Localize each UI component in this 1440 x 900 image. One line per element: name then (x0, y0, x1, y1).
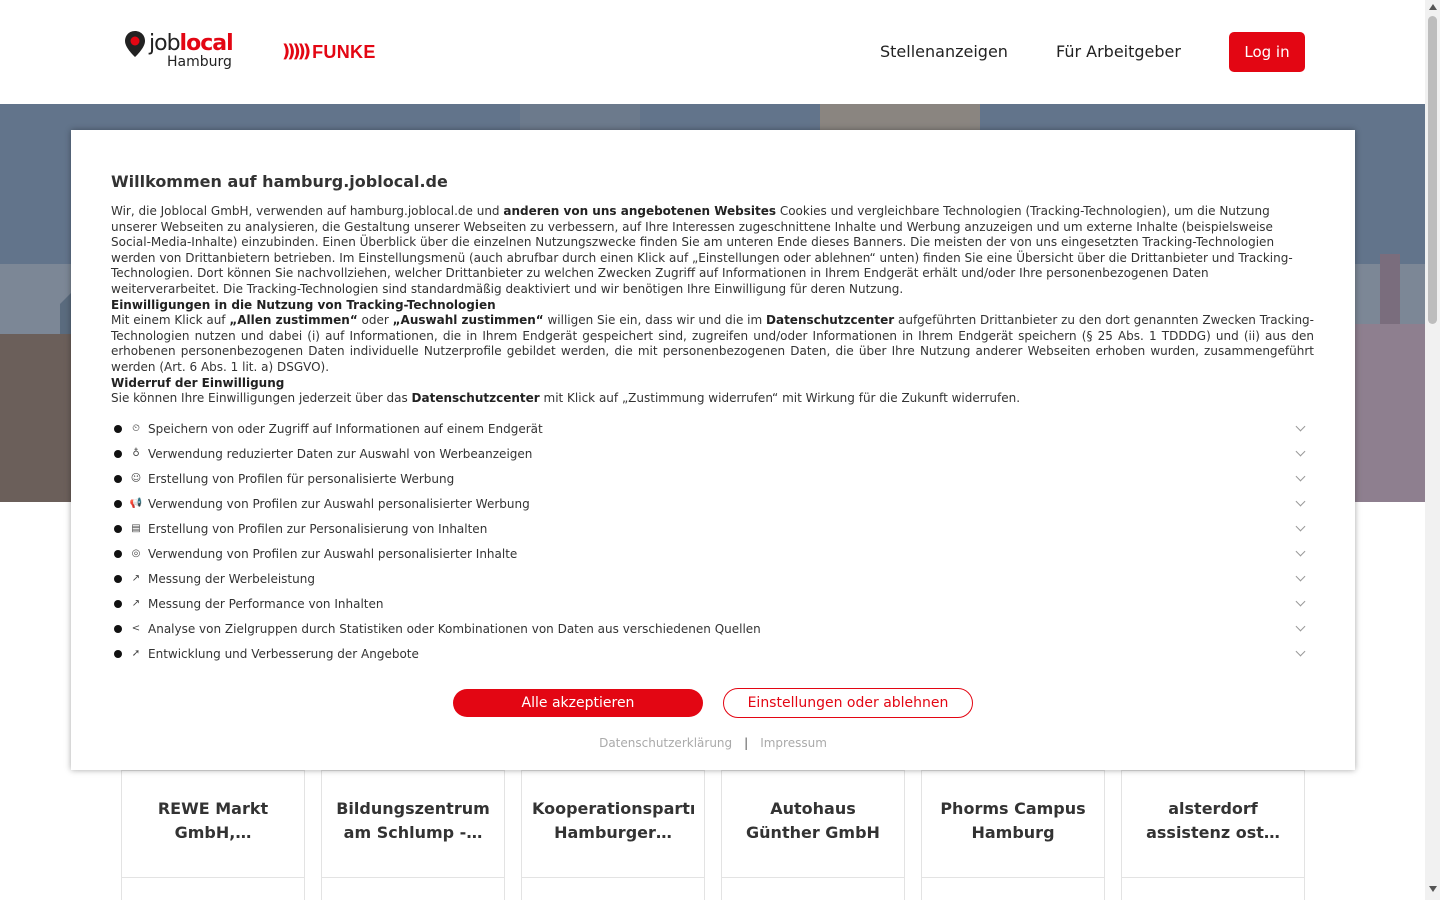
purpose-item[interactable] (111, 641, 1314, 666)
chevron-down-icon[interactable] (1296, 497, 1306, 507)
consent-footer-links (71, 736, 1355, 750)
rocket-icon: ➚ (131, 648, 141, 659)
withdraw-heading: Widerruf der Einwilligung (111, 375, 285, 390)
bullet-icon (114, 625, 122, 633)
site-header (0, 0, 1425, 104)
megaphone-icon: 📢 (129, 498, 143, 509)
employer-card-footer (722, 877, 904, 900)
user-data-icon: ♁ (132, 448, 140, 459)
storage-icon: ⏲ (132, 423, 140, 434)
employer-name: Phorms Campus Hamburg (940, 799, 1086, 842)
bullet-icon (114, 525, 122, 533)
consent-intro: Wir, die Joblocal GmbH, verwenden auf hamburg.joblocal.de und anderen von uns angebotenen Websites Cookies und vergleichbare Technologien (Tracking-Technologien), um die Nutzung unserer Webseiten zu analysieren, die Gestaltung unserer Webseiten zu verbessern, auf Ihre Interessen zugeschnittene Inhalte und Werbung anzuzeigen und um externe Inhalte (beispielsweise Social-Media-Inhalte) einzubinden. Einen Überblick über die einzelnen Nutzungszwecke finden Sie am unteren Ende dieses Banners. Die meisten der von uns eingesetzten Tracking-Technologien werden von Drittanbietern betrieben. Im Einstellungsmenü (auch abrufbar durch einen Klick auf „Einstellungen oder ablehnen“ unten) finden Sie eine Übersicht über die Drittanbieter und Tracking-Technologien. Dort können Sie nachvollziehen, welcher Drittanbieter zu welchen Zwecken Zugriff auf Informationen in Ihrem Endgerät erhält und/oder Ihre personenbezogenen Daten weiterverarbeitet. Die Tracking-Technologien sind standardmäßig deaktiviert und wir benötigen Ihre Einwilligung für deren Nutzung. (111, 204, 1293, 296)
purpose-label: Verwendung von Profilen zur Auswahl personalisierter Werbung (148, 496, 530, 511)
employer-card-footer (122, 877, 304, 900)
employer-card-footer (522, 877, 704, 900)
consent-text (111, 204, 1314, 407)
purpose-item[interactable] (111, 566, 1314, 591)
purpose-label: Messung der Werbeleistung (148, 571, 315, 586)
bullet-icon (114, 650, 122, 658)
employer-card-footer (322, 877, 504, 900)
consent-details: Mit einem Klick auf „Allen zustimmen“ oder „Auswahl zustimmen“ willigen Sie ein, dass wir und die im Datenschutzcenter aufgeführten Drittanbieter zu den dort genannten Zwecken Tracking-Technologien nutzen und dabei (i) auf Informationen, die in Ihrem Endgerät gespeichert sind, zugreifen und/oder Informationen in Ihrem Endgerät speichern (§ 25 Abs. 1 TDDDG) und (ii) aus den erhobenen personenbezogenen Daten individuelle Nutzerprofile gebildet werden, die mit personenbezogenen Daten, die über Ihre Nutzung anderer Webseiten erhoben wurden, zusammengeführt werden (Art. 6 Abs. 1 lit. a) DSGVO). (111, 313, 1314, 374)
funke-wordmark: FUNKE (312, 42, 376, 62)
chevron-down-icon[interactable] (1296, 622, 1306, 632)
performance-icon: ↗ (131, 598, 141, 609)
purpose-label: Speichern von oder Zugriff auf Informationen auf einem Endgerät (148, 421, 543, 436)
logo-city: Hamburg (167, 54, 232, 70)
settings-or-reject-button[interactable]: Einstellungen oder ablehnen (723, 688, 973, 718)
purpose-item[interactable] (111, 491, 1314, 516)
share-icon: < (131, 623, 141, 634)
chevron-down-icon[interactable] (1296, 472, 1306, 482)
funke-logo[interactable] (282, 40, 376, 64)
employer-cards (121, 770, 1305, 900)
bullet-icon (114, 425, 122, 433)
joblocal-logo[interactable] (124, 30, 240, 74)
employer-name: alsterdorf assistenz ost… (1146, 799, 1280, 842)
bullet-icon (114, 550, 122, 558)
purpose-item[interactable] (111, 466, 1314, 491)
employer-name: Bildungszentrum am Schlump -… (336, 799, 490, 842)
employer-name: REWE Markt GmbH,… (157, 799, 269, 842)
purpose-label: Messung der Performance von Inhalten (148, 596, 384, 611)
purpose-label: Analyse von Zielgruppen durch Statistiken oder Kombinationen von Daten aus verschiedenen Quellen (148, 621, 761, 636)
nav-stellenanzeigen[interactable]: Stellenanzeigen (880, 42, 1008, 61)
bullet-icon (114, 575, 122, 583)
privacy-policy-link[interactable]: Datenschutzerklärung (599, 736, 733, 750)
accept-all-button[interactable]: Alle akzeptieren (453, 689, 703, 717)
employer-card[interactable] (721, 770, 905, 900)
imprint-link[interactable]: Impressum (760, 736, 827, 750)
bullet-icon (114, 600, 122, 608)
employer-card[interactable] (921, 770, 1105, 900)
chevron-down-icon[interactable] (1296, 647, 1306, 657)
employer-card[interactable] (121, 770, 305, 900)
scrollbar-thumb[interactable] (1428, 16, 1437, 324)
purpose-item[interactable] (111, 416, 1314, 441)
chevron-down-icon[interactable] (1296, 422, 1306, 432)
location-pin-icon (124, 30, 146, 58)
purpose-item[interactable] (111, 441, 1314, 466)
chevron-down-icon[interactable] (1296, 597, 1306, 607)
purpose-item[interactable] (111, 616, 1314, 641)
purpose-label: Verwendung reduzierter Daten zur Auswahl von Werbeanzeigen (148, 446, 533, 461)
nav-fuer-arbeitgeber[interactable]: Für Arbeitgeber (1056, 42, 1181, 61)
profile-icon: ☺ (130, 473, 142, 484)
chevron-down-icon[interactable] (1296, 572, 1306, 582)
withdraw-text: Sie können Ihre Einwilligungen jederzeit über das Datenschutzcenter mit Klick auf „Zustimmung widerrufen“ mit Wirkung für die Zukunft widerrufen. (111, 391, 1021, 406)
datenschutzcenter-link[interactable]: Datenschutzcenter (411, 391, 540, 406)
link-separator: | (744, 736, 749, 750)
logo-wordmark: joblocal (149, 31, 233, 56)
employer-card-footer (922, 877, 1104, 900)
employer-card[interactable] (1121, 770, 1305, 900)
bullet-icon (114, 450, 122, 458)
target-icon: ◎ (131, 548, 141, 559)
purpose-item[interactable] (111, 516, 1314, 541)
cookie-consent-dialog (71, 130, 1355, 770)
chevron-down-icon[interactable] (1296, 447, 1306, 457)
consent-title: Willkommen auf hamburg.joblocal.de (111, 172, 448, 191)
scroll-down-arrow-icon[interactable] (1429, 886, 1437, 892)
employer-card-footer (1122, 877, 1304, 900)
datenschutzcenter-link[interactable]: Datenschutzcenter (766, 313, 895, 328)
scroll-up-arrow-icon[interactable] (1429, 4, 1437, 10)
purpose-list (111, 416, 1314, 666)
chevron-down-icon[interactable] (1296, 522, 1306, 532)
purpose-label: Erstellung von Profilen zur Personalisierung von Inhalten (148, 521, 488, 536)
purpose-label: Erstellung von Profilen für personalisierte Werbung (148, 471, 455, 486)
chart-line-icon: ↗ (131, 573, 141, 584)
employer-name: Kooperationspartı Hamburger… (532, 799, 696, 842)
purpose-label: Verwendung von Profilen zur Auswahl personalisierter Inhalte (148, 546, 518, 561)
funke-chevrons-icon: ))))) (282, 41, 309, 62)
purpose-label: Entwicklung und Verbesserung der Angebote (148, 646, 419, 661)
employer-name: Autohaus Günther GmbH (746, 799, 880, 842)
purpose-item[interactable] (111, 541, 1314, 566)
consent-heading: Einwilligungen in die Nutzung von Tracking-Technologien (111, 297, 496, 312)
bullet-icon (114, 475, 122, 483)
login-button[interactable]: Log in (1229, 32, 1305, 72)
chevron-down-icon[interactable] (1296, 547, 1306, 557)
employer-card[interactable] (321, 770, 505, 900)
purpose-item[interactable] (111, 591, 1314, 616)
bullet-icon (114, 500, 122, 508)
employer-card[interactable] (521, 770, 705, 900)
page-scrollbar[interactable] (1425, 0, 1440, 900)
content-icon: ▤ (131, 523, 141, 534)
